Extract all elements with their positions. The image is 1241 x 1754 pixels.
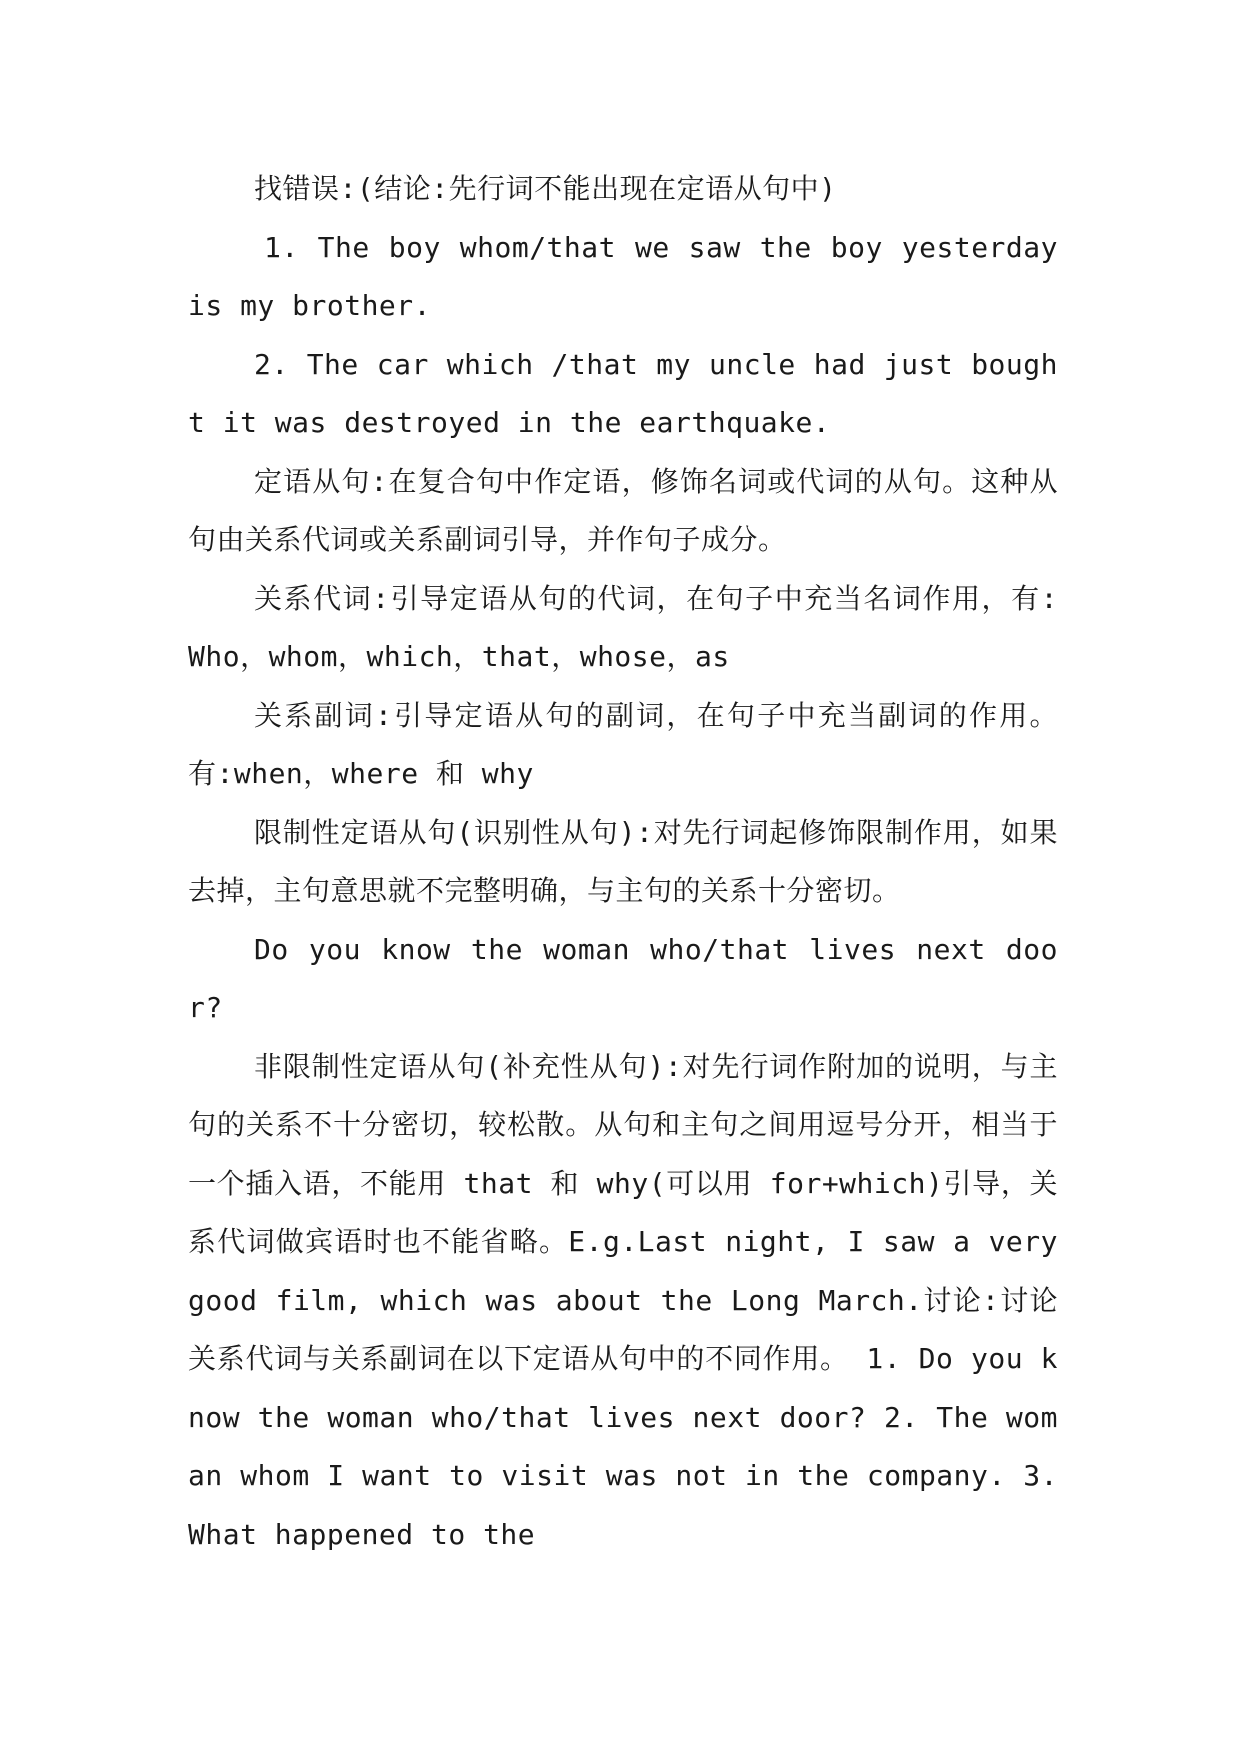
paragraph-relative-adverbs: 关系副词:引导定语从句的副词，在句子中充当副词的作用。 有:when，where 和 why xyxy=(188,698,1058,790)
paragraph-restrictive-clause: 限制性定语从句(识别性从句):对先行词起修饰限制作用，如果去掉，主句意思就不完整明确，与主句的关系十分密切。 xyxy=(188,815,1058,907)
document-body xyxy=(188,160,1058,1564)
paragraph-example-2: 2. The car which /that my uncle had just bought it was destroyed in the earthquake. xyxy=(188,347,1058,439)
paragraph-non-restrictive-clause: 非限制性定语从句(补充性从句):对先行词作附加的说明，与主句的关系不十分密切，较松散。从句和主句之间用逗号分开，相当于一个插入语，不能用 that 和 why(可以用 for+which)引导，关系代词做宾语时也不能省略。E.g.Last night, I saw a very good film, which was about the Long March.讨论:讨论关系代词与关系副词在以下定语从句中的不同作用。 1. Do you know the woman who/that lives next door? 2. The woman whom I want to visit was not in the company. 3. What happened to the xyxy=(188,1049,1058,1551)
paragraph-restrictive-example: Do you know the woman who/that lives next door? xyxy=(188,932,1058,1024)
paragraph-relative-pronouns: 关系代词:引导定语从句的代词，在句子中充当名词作用，有: Who，whom，which，that，whose，as xyxy=(188,581,1058,673)
paragraph-example-1: 1. The boy whom/that we saw the boy yesterday is my brother. xyxy=(188,230,1058,322)
paragraph-attributive-clause-definition: 定语从句:在复合句中作定语，修饰名词或代词的从句。这种从句由关系代词或关系副词引导，并作句子成分。 xyxy=(188,464,1058,556)
paragraph-find-errors-heading: 找错误:(结论:先行词不能出现在定语从句中) xyxy=(254,172,837,205)
